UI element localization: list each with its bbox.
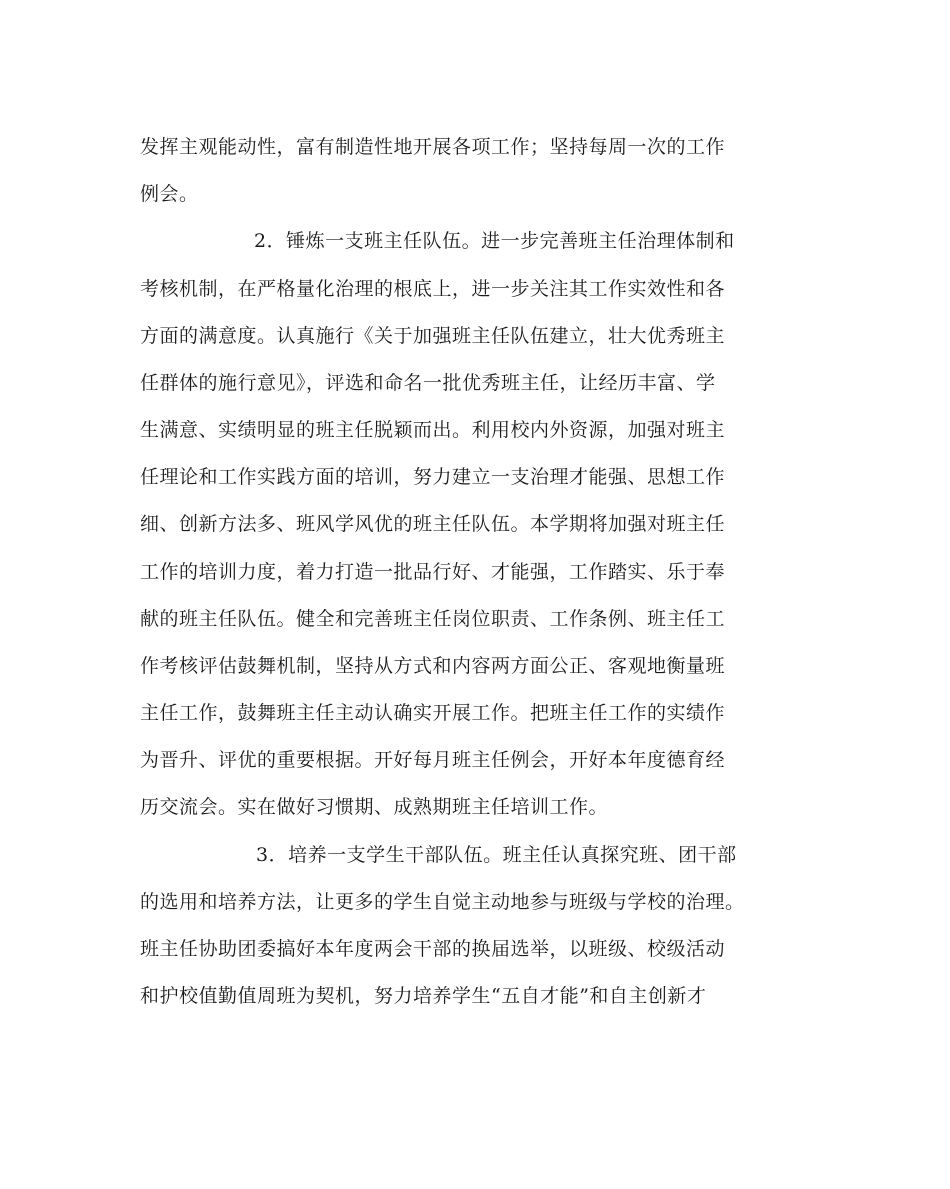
text-line: 任群体的施行意见》，评选和命名一批优秀班主任，让经历丰富、学 [140,372,716,394]
paragraph-start-line: 3．培养一支学生干部队伍。班主任认真探究班、团干部 [256,844,737,866]
text-line: 工作的培训力度，着力打造一批品行好、才能强，工作踏实、乐于奉 [140,561,726,583]
text-line: 为晋升、评优的重要根据。开好每月班主任例会，开好本年度德育经 [140,749,726,771]
text-line: 细、创新方法多、班风学风优的班主任队伍。本学期将加强对班主任 [140,513,726,535]
text-line: 发挥主观能动性，富有制造性地开展各项工作；坚持每周一次的工作 [140,136,726,158]
text-line: 和护校值勤值周班为契机，努力培养学生“五自才能”和自主创新才 [140,985,707,1007]
text-line: 主任工作，鼓舞班主任主动认确实开展工作。把班主任工作的实绩作 [140,702,726,724]
paragraph-start-line: 2．锤炼一支班主任队伍。进一步完善班主任治理体制和 [254,230,735,252]
text-line: 献的班主任队伍。健全和完善班主任岗位职责、工作条例、班主任工 [140,608,726,630]
text-line: 考核机制，在严格量化治理的根底上，进一步关注其工作实效性和各 [140,278,726,300]
text-line: 班主任协助团委搞好本年度两会干部的换届选举，以班级、校级活动 [140,938,726,960]
text-line: 历交流会。实在做好习惯期、成熟期班主任培训工作。 [140,796,609,818]
text-line: 的选用和培养方法，让更多的学生自觉主动地参与班级与学校的治理。 [140,891,745,913]
text-line: 任理论和工作实践方面的培训，努力建立一支治理才能强、思想工作 [140,466,726,488]
text-line: 作考核评估鼓舞机制，坚持从方式和内容两方面公正、客观地衡量班 [140,655,726,677]
text-line: 生满意、实绩明显的班主任脱颖而出。利用校内外资源，加强对班主 [140,419,726,441]
text-line: 例会。 [140,183,199,205]
text-line: 方面的满意度。认真施行《关于加强班主任队伍建立，壮大优秀班主 [140,325,726,347]
